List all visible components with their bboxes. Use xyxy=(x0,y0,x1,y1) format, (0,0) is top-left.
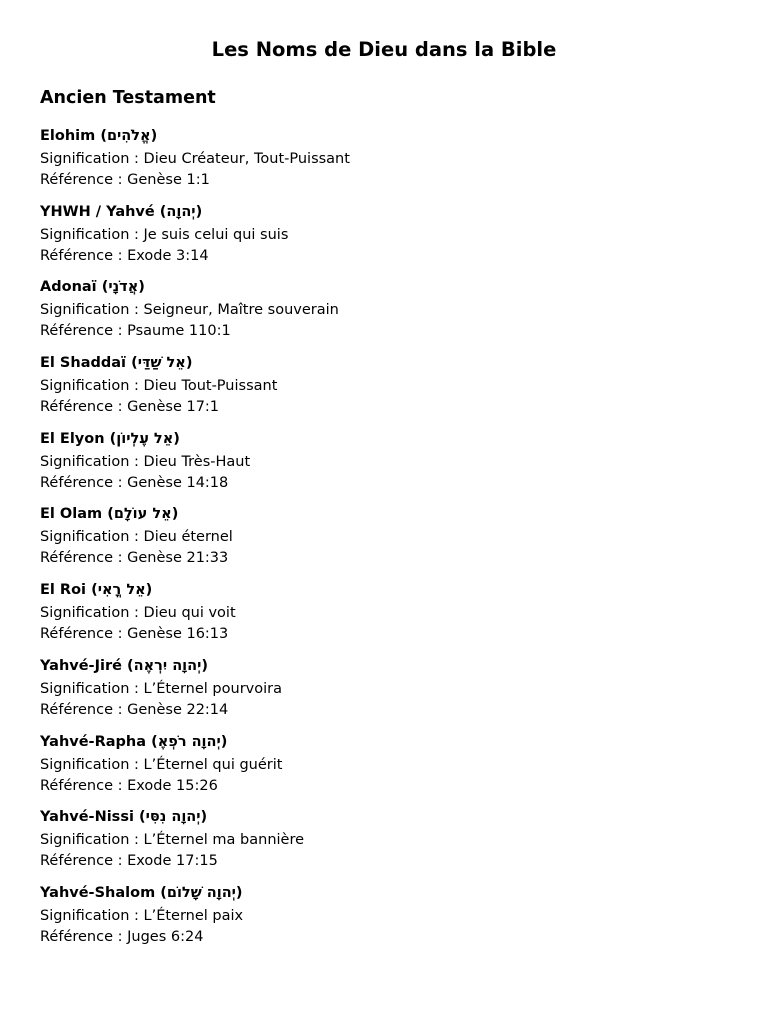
entry-name: El Olam xyxy=(40,506,103,523)
entry-meaning: Signification : Dieu éternel xyxy=(40,529,233,546)
entry-name: El Elyon xyxy=(40,430,105,447)
entry-meaning: Signification : Dieu Tout-Puissant xyxy=(40,378,278,395)
list-item xyxy=(40,503,740,579)
entry-hebrew: (יְהוָה נִסִּי) xyxy=(138,809,208,826)
entry-name: Adonaï xyxy=(40,279,97,296)
entry-name: Yahvé-Shalom xyxy=(40,884,156,901)
entry-reference: Référence : Exode 3:14 xyxy=(40,247,209,264)
entry-meaning: Signification : Seigneur, Maître souverain xyxy=(40,302,339,319)
entry-title xyxy=(40,579,740,601)
entry-reference: Référence : Exode 17:15 xyxy=(40,853,218,870)
entry-reference: Référence : Genèse 16:13 xyxy=(40,626,229,643)
entry-reference: Référence : Genèse 21:33 xyxy=(40,550,229,567)
entry-reference: Référence : Genèse 1:1 xyxy=(40,172,210,188)
list-item xyxy=(40,655,740,731)
entry-meaning: Signification : L’Éternel qui guérit xyxy=(40,756,283,773)
entry-meaning: Signification : Dieu qui voit xyxy=(40,605,236,622)
entry-title xyxy=(40,731,740,753)
entry-meaning: Signification : L’Éternel ma bannière xyxy=(40,832,305,849)
names-list xyxy=(40,125,740,958)
entry-title xyxy=(40,125,740,147)
entry-title xyxy=(40,806,740,828)
entry-title xyxy=(40,503,740,525)
entry-name: El Shaddaï xyxy=(40,355,126,372)
list-item xyxy=(40,276,740,352)
entry-name: Yahvé-Rapha xyxy=(40,733,147,750)
entry-hebrew: (אֵל רֳאִי) xyxy=(91,582,153,599)
entry-hebrew: (יְהוָה שָׁלוֹם) xyxy=(160,884,243,901)
list-item xyxy=(40,428,740,504)
entry-meaning: Signification : Dieu Très-Haut xyxy=(40,453,251,470)
list-item xyxy=(40,125,740,201)
entry-hebrew: (יְהוָה יִרְאֶה) xyxy=(127,657,208,674)
entry-name: Yahvé-Jiré xyxy=(40,657,122,674)
list-item xyxy=(40,731,740,807)
entry-reference: Référence : Psaume 110:1 xyxy=(40,323,231,340)
entry-hebrew: (אֲדֹנָי) xyxy=(101,279,145,296)
entry-meaning: Signification : L’Éternel paix xyxy=(40,907,244,924)
entry-reference: Référence : Genèse 22:14 xyxy=(40,701,229,718)
list-item xyxy=(40,882,740,958)
entry-hebrew: (יְהוָה רֹפְאֶ) xyxy=(151,733,228,750)
entry-reference: Référence : Exode 15:26 xyxy=(40,777,218,794)
entry-meaning: Signification : L’Éternel pourvoira xyxy=(40,680,282,697)
entry-name: El Roi xyxy=(40,582,87,599)
entry-name: Elohim xyxy=(40,128,96,144)
entry-reference: Référence : Juges 6:24 xyxy=(40,928,204,945)
entry-hebrew: (אֵל עוֹלָם) xyxy=(107,506,179,523)
entry-hebrew: (יְהוָה) xyxy=(159,203,203,220)
entry-title xyxy=(40,655,740,677)
entry-meaning: Signification : Dieu Créateur, Tout-Puissant xyxy=(40,151,350,167)
entry-title xyxy=(40,352,740,374)
entry-hebrew: (אֵל עֶלְיוֹן) xyxy=(109,430,180,447)
entry-hebrew: (אֵל שַׁדַּי) xyxy=(131,355,193,372)
entry-hebrew: (אֱלֹהִים) xyxy=(100,128,158,144)
page-title: Les Noms de Dieu dans la Bible xyxy=(211,38,557,61)
entry-name: YHWH / Yahvé xyxy=(40,203,155,220)
section-heading: Ancien Testament xyxy=(40,88,216,108)
entry-reference: Référence : Genèse 17:1 xyxy=(40,399,220,416)
entry-title xyxy=(40,276,740,298)
entry-meaning: Signification : Je suis celui qui suis xyxy=(40,226,289,243)
list-item xyxy=(40,579,740,655)
list-item xyxy=(40,201,740,277)
entry-reference: Référence : Genèse 14:18 xyxy=(40,474,229,491)
entry-title xyxy=(40,201,740,223)
entry-name: Yahvé-Nissi xyxy=(40,809,134,826)
list-item xyxy=(40,352,740,428)
entry-title xyxy=(40,428,740,450)
list-item xyxy=(40,806,740,882)
entry-title xyxy=(40,882,740,904)
